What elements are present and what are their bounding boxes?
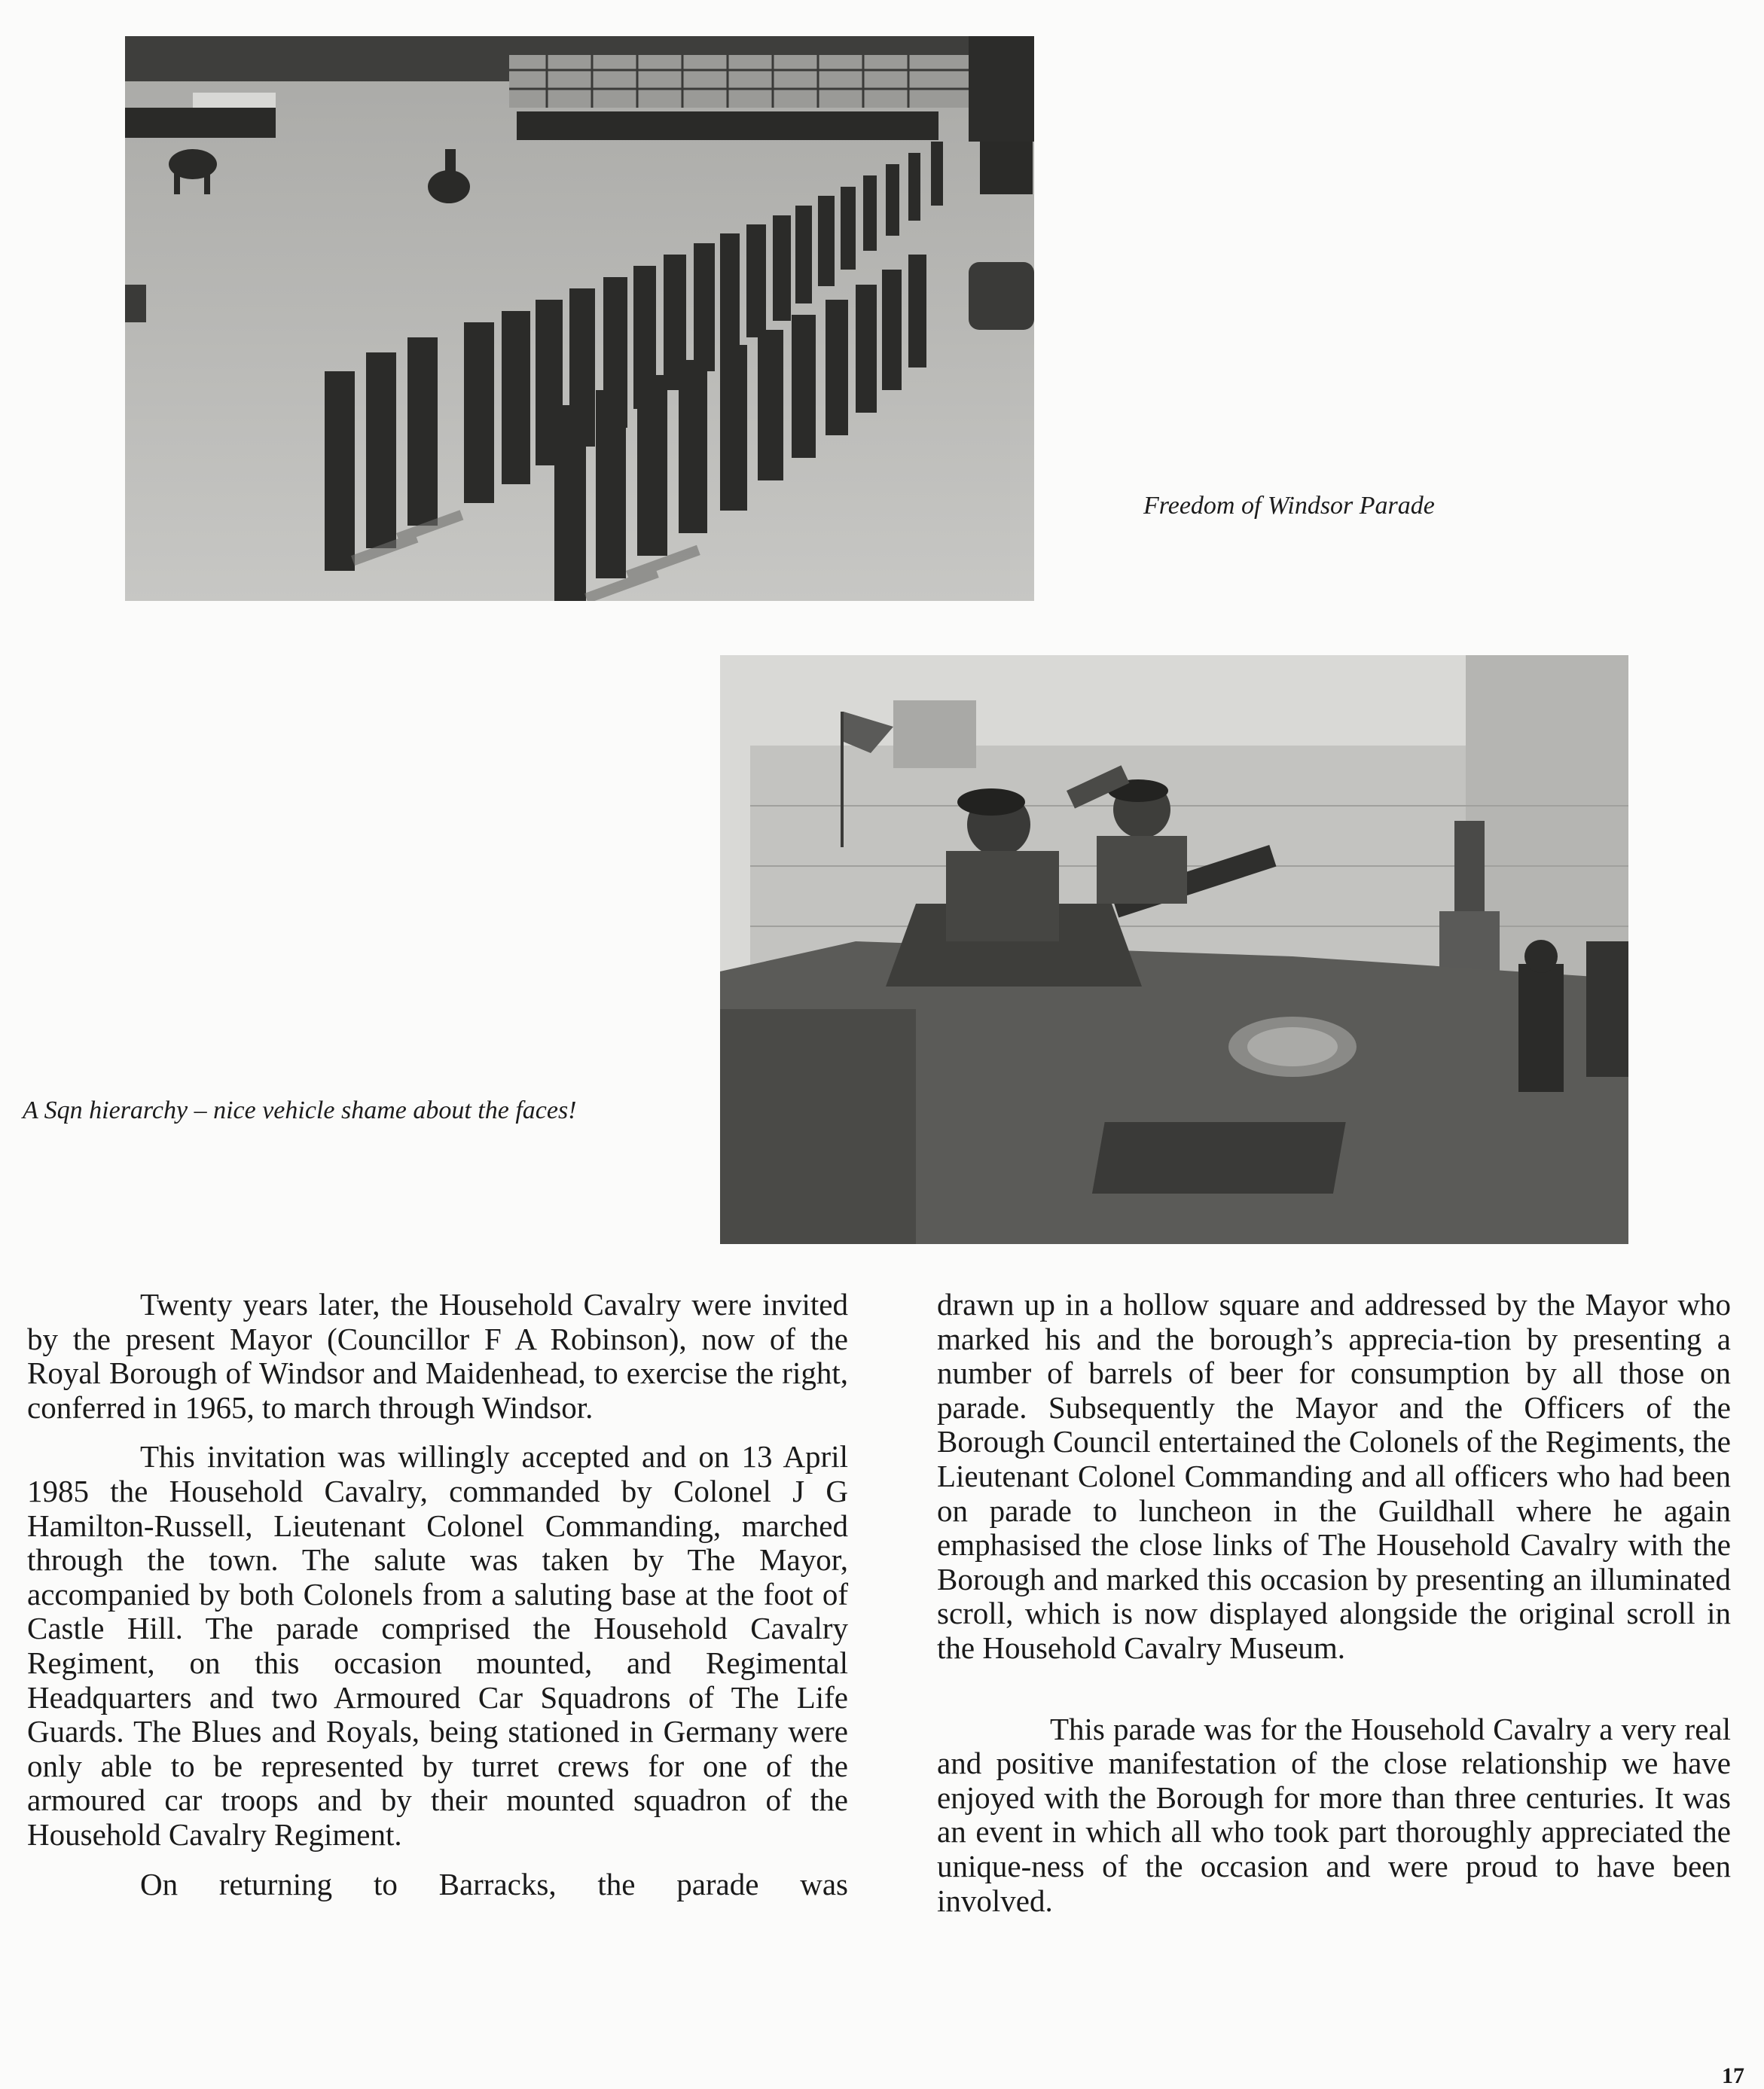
paragraph: drawn up in a hollow square and addressed by the Mayor who marked his and the borough’s apprecia-tion by presenting a number of barrels of beer for consumption by all those on parade. Subsequently the Mayor and the Officers of the Borough Council entertained the Colonels of the Regiments, the Lieutenant Colonel Commanding and all officers who had been on parade to luncheon in the Guildhall where he again emphasised the close links of The Household Cavalry with the Borough and marked this occasion by presenting an illuminated scroll, which is now displayed alongside the original scroll in the Household Cavalry Museum. — [937, 1287, 1731, 1665]
paragraph: This invitation was willingly accepted and on 13 April 1985 the Household Cavalry, commanded by Colonel J G Hamilton-Russell, Lieutenant Colonel Commanding, marched through the town. The salute was taken by The Mayor, accompanied by both Colonels from a saluting base at the foot of Castle Hill. The parade comprised the Household Cavalry Regiment, on this occasion mounted, and Regimental Headquarters and two Armoured Car Squadrons of The Life Guards. The Blues and Royals, being stationed in Germany were only able to be represented by turret crews for one of the armoured car troops and by their mounted squadron of the Household Cavalry Regiment. — [27, 1439, 848, 1852]
paragraph: Twenty years later, the Household Cavalry were invited by the present Mayor (Councillor F A Robinson), now of the Royal Borough of Windsor and Maidenhead, to exercise the right, conferred in 1965, to march through Windsor. — [27, 1287, 848, 1425]
paragraph: On returning to Barracks, the parade was — [140, 1866, 848, 1901]
parade-photo — [125, 36, 1034, 601]
vehicle-photo-caption: A Sqn hierarchy – nice vehicle shame about the faces! — [23, 1096, 577, 1124]
page-number: 17 — [1722, 2063, 1744, 2088]
parade-photo-image — [125, 36, 1034, 601]
paragraph: This parade was for the Household Cavalry a very real and positive manifestation of the close relationship we have enjoyed with the Borough for more than three centuries. It was an event in which all who took part thoroughly appreciated the unique-ness of the occasion and were proud to have been involved. — [937, 1711, 1731, 1918]
parade-photo-caption: Freedom of Windsor Parade — [1143, 492, 1435, 520]
vehicle-photo-image — [720, 655, 1628, 1244]
article-column-right — [937, 1288, 1731, 1918]
vehicle-photo — [720, 655, 1628, 1244]
article-column-left — [27, 1288, 848, 1901]
